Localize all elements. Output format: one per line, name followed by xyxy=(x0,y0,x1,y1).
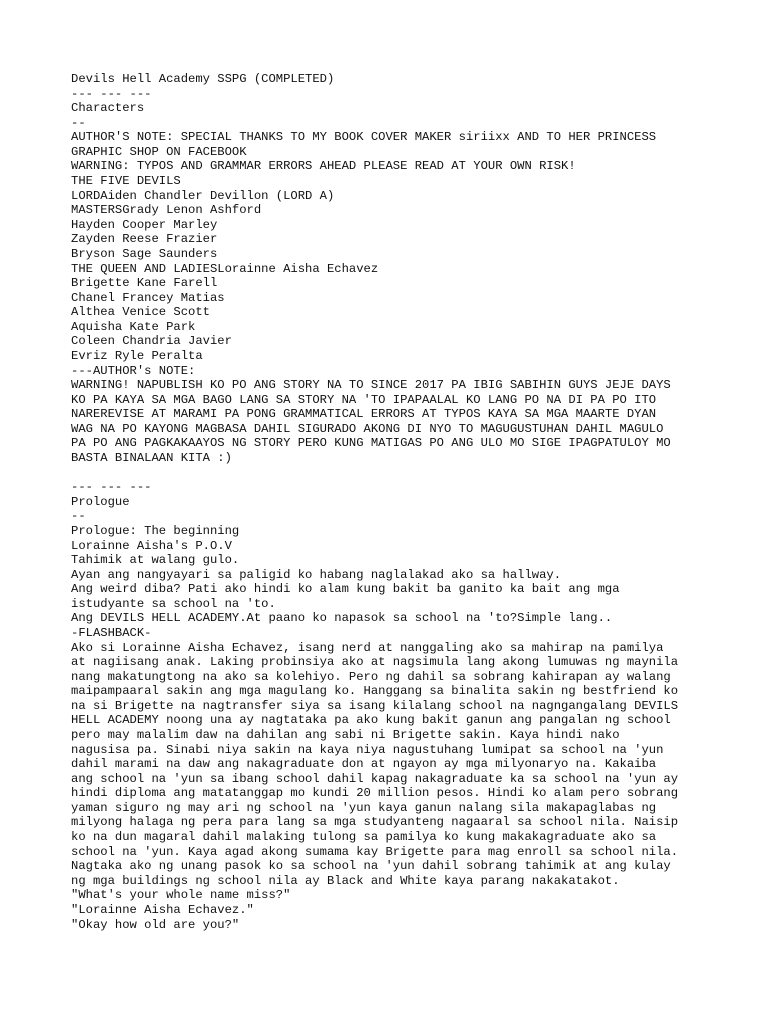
text-line: WARNING: TYPOS AND GRAMMAR ERRORS AHEAD PLEASE READ AT YOUR OWN RISK! xyxy=(71,159,576,174)
text-line: HELL ACADEMY noong una ay nagtataka pa ako kung bakit ganun ang pangalan ng school xyxy=(71,713,671,728)
text-line: Nagtaka ako ng unang pasok ko sa school na 'yun dahil sobrang tahimik at ang kulay xyxy=(71,859,671,874)
text-line: na si Brigette na nagtransfer siya sa isang kilalang school na nagngangalang DEVILS xyxy=(71,698,679,713)
text-line: Ang DEVILS HELL ACADEMY.At paano ko napasok sa school na 'to?Simple lang.. xyxy=(71,611,613,626)
text-line: nang makatungtong na ako sa kolehiyo. Pero ng dahil sa sobrang kahirapan ay walang xyxy=(71,669,671,684)
text-line: Tahimik at walang gulo. xyxy=(71,553,240,568)
text-line: yaman siguro ng may ari ng school na 'yun kaya ganun nalang sila makapaglabas ng xyxy=(71,800,657,815)
text-line: Bryson Sage Saunders xyxy=(71,246,218,261)
text-line: school na 'yun. Kaya agad akong sumama kay Brigette para mag enroll sa school nila. xyxy=(71,844,679,859)
text-line: hindi diploma ang matatanggap mo kundi 20 million pesos. Hindi ko alam pero sobrang xyxy=(71,786,679,801)
text-line: MASTERSGrady Lenon Ashford xyxy=(71,203,262,218)
text-line: ng mga buildings ng school nila ay Black and White kaya parang nakakatakot. xyxy=(71,873,620,888)
text-line: "Okay how old are you?" xyxy=(71,917,240,932)
text-line: AUTHOR'S NOTE: SPECIAL THANKS TO MY BOOK COVER MAKER siriixx AND TO HER PRINCESS xyxy=(71,130,657,145)
text-line: Devils Hell Academy SSPG (COMPLETED) xyxy=(71,72,335,86)
text-line: Prologue xyxy=(71,494,130,509)
text-line: pero may malalim daw na dahilan ang sabi ni Brigette sakin. Kaya hindi nako xyxy=(71,728,620,743)
text-line: KO PA KAYA SA MGA BAGO LANG SA STORY NA 'TO IPAPAALAL KO LANG PO NA DI PA PO ITO xyxy=(71,392,657,407)
text-line: dahil marami na daw ang nakagraduate don at ngayon ay mga milyonaryo na. Kakaiba xyxy=(71,757,657,772)
text-line: Coleen Chandria Javier xyxy=(71,334,232,349)
text-line: --- --- --- xyxy=(71,86,152,101)
text-line: --- --- --- xyxy=(71,480,152,495)
text-line: ko na dun magaral dahil malaking tulong sa pamilya ko kung makakagraduate ako sa xyxy=(71,830,657,845)
text-line: Brigette Kane Farell xyxy=(71,276,218,291)
text-line: Ayan ang nangyayari sa paligid ko habang naglalakad ako sa hallway. xyxy=(71,567,562,582)
text-line: Chanel Francey Matias xyxy=(71,290,225,305)
text-line: Evriz Ryle Peralta xyxy=(71,348,203,363)
text-line: PA PO ANG PAGKAKAAYOS NG STORY PERO KUNG MATIGAS PO ANG ULO MO SIGE IPAGPATULOY MO xyxy=(71,436,671,451)
text-line: LORDAiden Chandler Devillon (LORD A) xyxy=(71,188,335,203)
text-line: Characters xyxy=(71,101,145,116)
text-line: istudyante sa school na 'to. xyxy=(71,596,276,611)
text-line: Prologue: The beginning xyxy=(71,523,240,538)
text-line: Althea Venice Scott xyxy=(71,305,210,320)
text-line: ang school na 'yun sa ibang school dahil kapag nakagraduate ka sa school na 'yun ay xyxy=(71,771,679,786)
text-line: NAREREVISE AT MARAMI PA PONG GRAMMATICAL ERRORS AT TYPOS KAYA SA MGA MAARTE DYAN xyxy=(71,407,657,422)
text-line: milyong halaga ng pera para lang sa mga studyanteng nagaaral sa school nila. Naisip xyxy=(71,815,679,830)
text-line: Ako si Lorainne Aisha Echavez, isang nerd at nanggaling ako sa mahirap na pamilya xyxy=(71,640,664,655)
text-line: WAG NA PO KAYONG MAGBASA DAHIL SIGURADO AKONG DI NYO TO MAGUGUSTUHAN DAHIL MAGULO xyxy=(71,421,664,436)
text-line: WARNING! NAPUBLISH KO PO ANG STORY NA TO SINCE 2017 PA IBIG SABIHIN GUYS JEJE DAYS xyxy=(71,378,671,393)
text-line: at nagiisang anak. Laking probinsiya ako at nagsimula lang akong lumuwas ng maynila xyxy=(71,655,679,670)
text-line: ---AUTHOR's NOTE: xyxy=(71,363,196,378)
text-line: -FLASHBACK- xyxy=(71,625,152,640)
text-line: nagusisa pa. Sinabi niya sakin na kaya niya nagustuhang lumipat sa school na 'yun xyxy=(71,742,664,757)
text-line: -- xyxy=(71,115,86,130)
text-line: Zayden Reese Frazier xyxy=(71,232,218,247)
text-line: GRAPHIC SHOP ON FACEBOOK xyxy=(71,144,247,159)
text-line: Ang weird diba? Pati ako hindi ko alam kung bakit ba ganito ka bait ang mga xyxy=(71,582,620,597)
text-line: Aquisha Kate Park xyxy=(71,319,196,334)
text-line: "What's your whole name miss?" xyxy=(71,888,291,903)
text-line: Hayden Cooper Marley xyxy=(71,217,218,232)
text-line: -- xyxy=(71,509,86,524)
text-line xyxy=(71,466,721,481)
text-line: THE QUEEN AND LADIESLorainne Aisha Echavez xyxy=(71,261,379,276)
text-line: BASTA BINALAAN KITA :) xyxy=(71,451,232,466)
document-text xyxy=(71,72,721,932)
text-line: maipampaaral sakin ang mga magulang ko. Hanggang sa binalita sakin ng bestfriend ko xyxy=(71,684,679,699)
text-line: "Lorainne Aisha Echavez." xyxy=(71,902,254,917)
text-line: THE FIVE DEVILS xyxy=(71,174,181,189)
text-line: Lorainne Aisha's P.O.V xyxy=(71,538,232,553)
